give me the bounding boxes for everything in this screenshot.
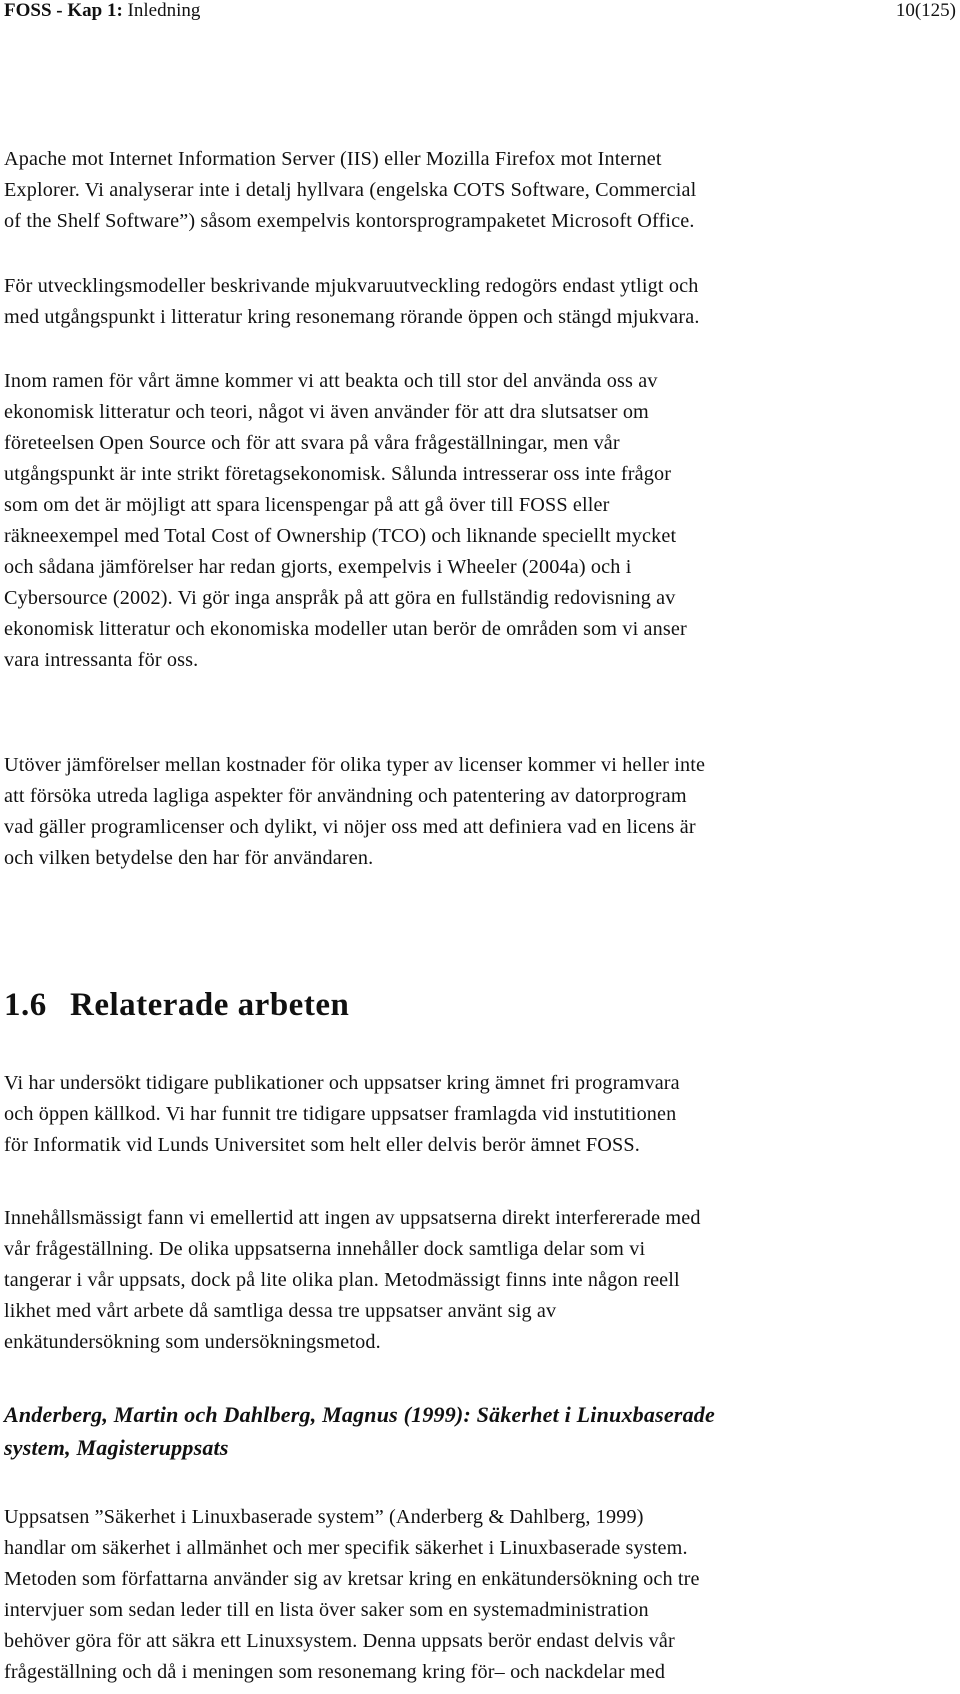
text-line: Metoden som författarna använder sig av kretsar kring en enkätundersökning och tre bbox=[4, 1568, 700, 1590]
text-line: intervjuer som sedan leder till en lista över saker som en systemadministration bbox=[4, 1599, 649, 1621]
text-line: enkätundersökning som undersökningsmetod. bbox=[4, 1331, 381, 1353]
subsection-heading-line: Anderberg, Martin och Dahlberg, Magnus (1999): Säkerhet i Linuxbaserade bbox=[4, 1402, 715, 1427]
text-line: ekonomisk litteratur och ekonomiska modeller utan berör de områden som vi anser bbox=[4, 618, 687, 640]
text-line: vara intressanta för oss. bbox=[4, 649, 199, 671]
text-line: företeelsen Open Source och för att svara på våra frågeställningar, men vår bbox=[4, 432, 620, 454]
paragraph-related-publications bbox=[4, 1068, 922, 1161]
text-line: ekonomisk litteratur och teori, något vi även använder för att dra slutsatser om bbox=[4, 401, 649, 423]
text-line: som om det är möjligt att spara licenspengar på att gå över till FOSS eller bbox=[4, 494, 610, 516]
text-line: Cybersource (2002). Vi gör inga anspråk på att göra en fullständig redovisning av bbox=[4, 587, 676, 609]
header-chapter-label: Inledning bbox=[127, 0, 201, 21]
text-line: tangerar i vår uppsats, dock på lite olika plan. Metodmässigt finns inte någon reell bbox=[4, 1269, 680, 1291]
paragraph-development-models bbox=[4, 271, 922, 333]
text-line: Utöver jämförelser mellan kostnader för olika typer av licenser kommer vi heller inte bbox=[4, 754, 706, 776]
paragraph-content-comparison bbox=[4, 1203, 922, 1358]
text-line: och öppen källkod. Vi har funnit tre tidigare uppsatser framlagda vid instutitionen bbox=[4, 1103, 677, 1125]
text-line: behöver göra för att säkra ett Linuxsystem. Denna uppsats berör endast delvis vår bbox=[4, 1630, 675, 1652]
section-title: Relaterade arbeten bbox=[70, 987, 350, 1023]
section-number: 1.6 bbox=[4, 987, 47, 1023]
text-line: Uppsatsen ”Säkerhet i Linuxbaserade system” (Anderberg & Dahlberg, 1999) bbox=[4, 1506, 644, 1528]
header-title bbox=[4, 0, 200, 22]
subsection-heading bbox=[4, 1398, 715, 1464]
paragraph-scope-examples bbox=[4, 144, 922, 237]
text-line: likhet med vårt arbete då samtliga dessa tre uppsatser använt sig av bbox=[4, 1300, 557, 1322]
text-line: För utvecklingsmodeller beskrivande mjukvaruutveckling redogörs endast ytligt och bbox=[4, 275, 699, 297]
paragraph-economic-literature bbox=[4, 366, 922, 676]
text-line: Apache mot Internet Information Server (IIS) eller Mozilla Firefox mot Internet bbox=[4, 148, 662, 170]
text-line: Inom ramen för vårt ämne kommer vi att beakta och till stor del använda oss av bbox=[4, 370, 658, 392]
text-line: räkneexempel med Total Cost of Ownership (TCO) och liknande speciellt mycket bbox=[4, 525, 677, 547]
text-line: frågeställning och då i meningen som resonemang kring för– och nackdelar med bbox=[4, 1661, 666, 1683]
header-page-number: 10(125) bbox=[895, 0, 956, 21]
text-line: för Informatik vid Lunds Universitet som helt eller delvis berör ämnet FOSS. bbox=[4, 1134, 640, 1156]
text-line: med utgångspunkt i litteratur kring resonemang rörande öppen och stängd mjukvara. bbox=[4, 306, 700, 328]
page-header bbox=[4, 0, 956, 26]
text-line: utgångspunkt är inte strikt företagsekonomisk. Sålunda intresserar oss inte frågor bbox=[4, 463, 672, 485]
text-line: vad gäller programlicenser och dylikt, vi nöjer oss med att definiera vad en licens är bbox=[4, 816, 696, 838]
text-line: Innehållsmässigt fann vi emellertid att ingen av uppsatserna direkt interfererade med bbox=[4, 1207, 701, 1229]
subsection-heading-line: system, Magisteruppsats bbox=[4, 1435, 229, 1460]
text-line: och sådana jämförelser har redan gjorts, exempelvis i Wheeler (2004a) och i bbox=[4, 556, 632, 578]
paragraph-licenses bbox=[4, 750, 922, 874]
text-line: handlar om säkerhet i allmänhet och mer specifik säkerhet i Linuxbaserade system. bbox=[4, 1537, 688, 1559]
paragraph-thesis-summary bbox=[4, 1502, 922, 1688]
text-line: och vilken betydelse den har för användaren. bbox=[4, 847, 374, 869]
text-line: att försöka utreda lagliga aspekter för användning och patentering av datorprogram bbox=[4, 785, 687, 807]
text-line: of the Shelf Software”) såsom exempelvis kontorsprogrampaketet Microsoft Office. bbox=[4, 210, 695, 232]
text-line: Explorer. Vi analyserar inte i detalj hyllvara (engelska COTS Software, Commercial bbox=[4, 179, 697, 201]
section-heading bbox=[4, 985, 349, 1025]
header-doc-label: FOSS - Kap 1: bbox=[4, 0, 123, 21]
text-line: Vi har undersökt tidigare publikationer och uppsatser kring ämnet fri programvara bbox=[4, 1072, 680, 1094]
text-line: vår frågeställning. De olika uppsatserna innehåller dock samtliga delar som vi bbox=[4, 1238, 646, 1260]
